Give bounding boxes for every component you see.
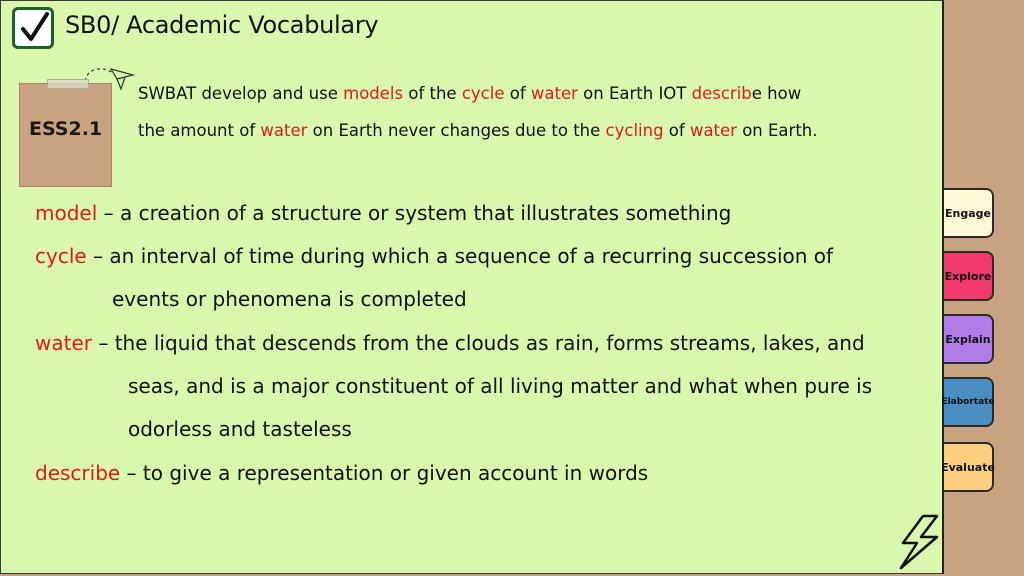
objective-keyword: cycle: [461, 84, 505, 103]
vocab-definition: – a creation of a structure or system that illustrates something: [97, 201, 732, 225]
tape-strip: [47, 79, 89, 89]
vocab-definition: – the liquid that descends from the clouds as rain, forms streams, lakes, and: [91, 331, 865, 355]
tab-label: Evaluate: [941, 460, 995, 474]
objective-keyword: models: [343, 84, 404, 103]
objective-text: on Earth IOT: [577, 84, 692, 103]
tab-label: Explore: [944, 269, 992, 283]
page-title: SB0/ Academic Vocabulary: [65, 11, 379, 39]
objective-keyword: water: [689, 121, 737, 140]
objective-text: e how: [751, 84, 802, 103]
tab-label: Engage: [945, 206, 991, 220]
objective-keyword: cycling: [605, 121, 664, 140]
objective-text: of the: [403, 84, 462, 103]
objective-keyword: water: [530, 84, 578, 103]
vocab-definition: – to give a representation or given account in words: [120, 461, 649, 485]
vocab-water-continued: seas, and is a major constituent of all living matter and what when pure is: [128, 374, 873, 398]
lightning-bolt-icon: [893, 513, 943, 571]
tab-elaborate[interactable]: [941, 377, 995, 427]
tab-engage[interactable]: [944, 188, 994, 238]
vocab-definition: – an interval of time during which a sequence of a recurring succession of: [86, 244, 834, 268]
tab-explain[interactable]: [944, 314, 994, 364]
vocab-water: [35, 331, 865, 355]
vocab-describe: [35, 461, 648, 485]
vocab-term: model: [35, 201, 98, 225]
objective-text: of: [504, 84, 531, 103]
objective-text: of: [663, 121, 690, 140]
objective-keyword: describ: [691, 84, 752, 103]
tab-label: Explain: [945, 332, 991, 346]
vocab-cycle-continued: events or phenomena is completed: [112, 287, 467, 311]
objective-text: on Earth never changes due to the: [307, 121, 606, 140]
tab-explore[interactable]: [944, 251, 994, 301]
tab-evaluate[interactable]: [941, 442, 995, 492]
objective-keyword: water: [260, 121, 308, 140]
objective-text: SWBAT develop and use: [138, 84, 344, 103]
objective-line-1: [138, 75, 898, 112]
objective-text: on Earth.: [736, 121, 818, 140]
checkbox-checked-icon: [12, 7, 54, 49]
learning-objective: [138, 75, 898, 149]
tab-label: Elabortate: [941, 397, 995, 407]
objective-text: the amount of: [138, 121, 261, 140]
vocab-cycle: [35, 244, 833, 268]
vocab-term: describe: [35, 461, 121, 485]
standard-label: ESS2.1: [29, 118, 103, 140]
vocab-model: [35, 201, 731, 225]
vocab-term: cycle: [35, 244, 87, 268]
vocab-term: water: [35, 331, 92, 355]
vocab-water-continued: odorless and tasteless: [128, 417, 352, 441]
objective-line-2: [138, 112, 898, 149]
